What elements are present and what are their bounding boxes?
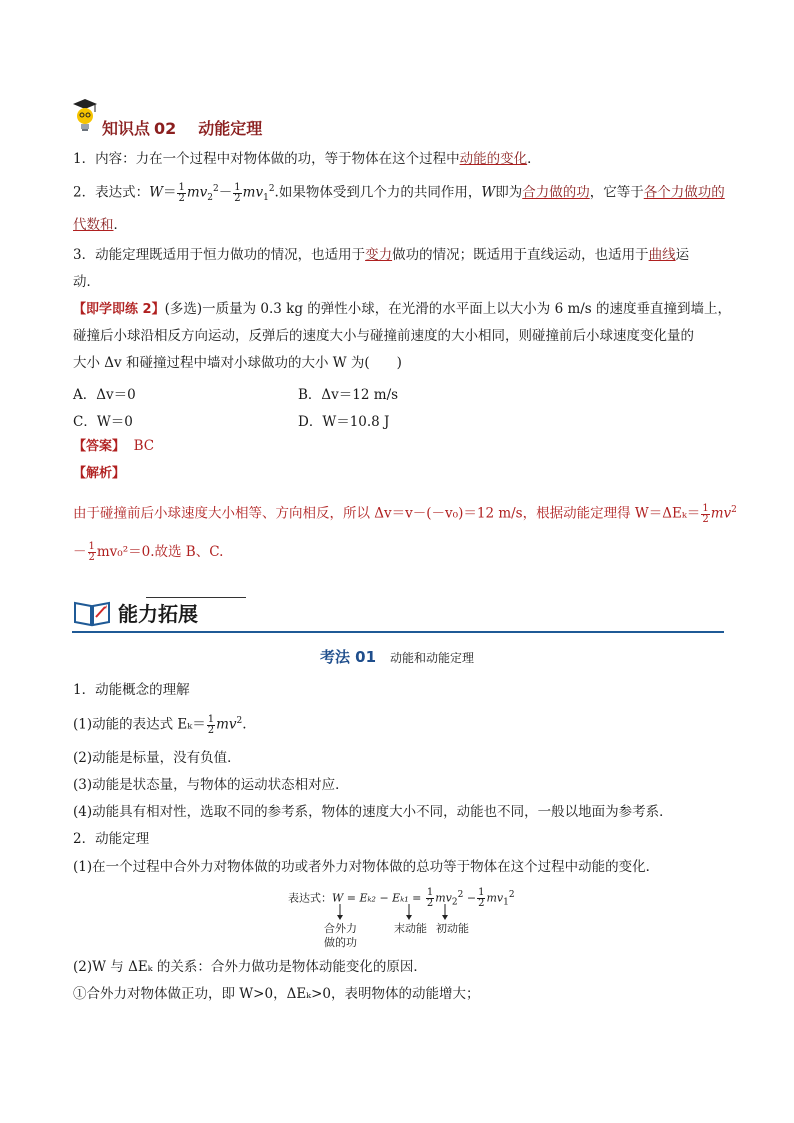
analysis-label-line	[73, 464, 724, 483]
content-p7: ①合外力对物体做正功，即 W>0，ΔEₖ>0，表明物体的动能增大；	[73, 986, 480, 1002]
item-1: 1．内容：力在一个过程中对物体做的功，等于物体在这个过程中动能的变化．	[73, 151, 541, 167]
item-3: 3．动能定理既适用于恒力做功的情况，也适用于变力做功的情况；既适用于直线运动，也适用于曲线运	[73, 247, 690, 263]
content-p5: (1)在一个过程中合外力对物体做的功或者外力对物体做的总功等于物体在这个过程中动能的变化．	[73, 859, 660, 875]
option-d: D．W＝10.8 J	[298, 414, 390, 430]
item-3-cont: 动．	[73, 274, 100, 290]
item-2-cont: 代数和．	[73, 217, 127, 233]
diagram-arrows	[288, 902, 528, 922]
exercise-line-2: 碰撞后小球沿相反方向运动，反弹后的速度大小与碰撞前速度的大小相同，则碰撞前后小球速度变化量的	[73, 328, 694, 344]
diagram-expr: W = Eₖ₂ − Eₖ₁ =	[332, 891, 422, 905]
analysis-label: 【解析】	[73, 466, 126, 481]
method-label: 考法 01	[319, 648, 377, 666]
exercise-line-1: 【即学即练 2】(多选)一质量为 0.3 kg 的弹性小球，在光滑的水平面上以大小为 6 m/s 的速度垂直撞到墙上，	[73, 301, 732, 317]
key-term: 曲线	[648, 247, 676, 263]
exercise-badge: 【即学即练 2】	[73, 302, 165, 317]
lightbulb-scholar-icon	[70, 96, 100, 136]
item-2: 2．表达式：W＝ $\frac{1}{2}$ $mv_2^2-$ $\frac{1}{2}$ $mv_1^2$.如果物体受到几个力的共同作用，W即为合力做的功，它等于各个力做功的	[73, 181, 725, 204]
open-book-icon	[72, 597, 112, 629]
content-p1: (1)动能的表达式 Eₖ＝ $\frac{1}{2}$ $mv^2$.	[73, 713, 247, 736]
option-b: B．Δv＝12 m/s	[298, 387, 399, 403]
diagram-work-label: 合外力	[324, 922, 357, 935]
diagram-final-label: 末动能	[394, 922, 427, 935]
content-heading-2: 2．动能定理	[73, 831, 150, 847]
content-p4: (4)动能具有相对性，选取不同的参考系，物体的速度大小不同，动能也不同，一般以地面为参考系．	[73, 804, 673, 820]
section-rule	[72, 631, 724, 633]
exercise-line-3: 大小 Δv 和碰撞过程中墙对小球做功的大小 W 为( )	[73, 355, 402, 371]
section-header	[72, 597, 724, 633]
key-term: 代数和	[73, 217, 114, 233]
knowledge-point-heading	[102, 116, 262, 139]
section-title: 能力拓展	[118, 602, 198, 626]
kp-label: 知识点	[102, 119, 151, 138]
diagram-work-label-2: 做的功	[324, 936, 357, 949]
option-a: A．Δv＝0	[73, 387, 136, 403]
answer-value: BC	[133, 438, 155, 454]
kp-title: 动能定理	[198, 119, 263, 138]
key-term: 各个力做功的	[643, 184, 725, 201]
method-heading	[0, 646, 794, 667]
diagram-initial-label: 初动能	[436, 922, 469, 935]
key-term: 变力	[365, 247, 393, 263]
content-p3: (3)动能是状态量，与物体的运动状态相对应．	[73, 777, 349, 793]
analysis-line-1: 由于碰撞前后小球速度大小相等、方向相反，所以 Δv＝v－(－v₀)＝12 m/s，根据动能定理得 W＝ΔEₖ＝ $\frac{1}{2}$ $mv^2$	[73, 502, 737, 525]
method-title: 动能和动能定理	[390, 651, 475, 665]
key-term: 合力做的功	[522, 184, 590, 201]
kp-number: 02	[154, 119, 177, 138]
content-p6: (2)W 与 ΔEₖ 的关系：合外力做功是物体动能变化的原因．	[73, 959, 427, 975]
answer-label: 【答案】	[73, 439, 126, 454]
option-c: C．W＝0	[73, 414, 133, 430]
content-heading-1: 1．动能概念的理解	[73, 682, 190, 698]
analysis-line-2: － $\frac{1}{2}$ mv₀²＝0.故选 B、C.	[73, 541, 224, 563]
formula-diagram: 表达式：W = Eₖ₂ − Eₖ₁ = $\frac{1}{2}$ $mv_2^2$ − $\frac{1}{2}$ $mv_1^2$ 合外力 做的功 末动能 初动能	[288, 888, 528, 950]
content-p2: (2)动能是标量，没有负值．	[73, 750, 241, 766]
diagram-expr-label: 表达式：	[288, 891, 332, 905]
answer-line	[73, 437, 724, 456]
key-term: 动能的变化	[459, 151, 528, 167]
